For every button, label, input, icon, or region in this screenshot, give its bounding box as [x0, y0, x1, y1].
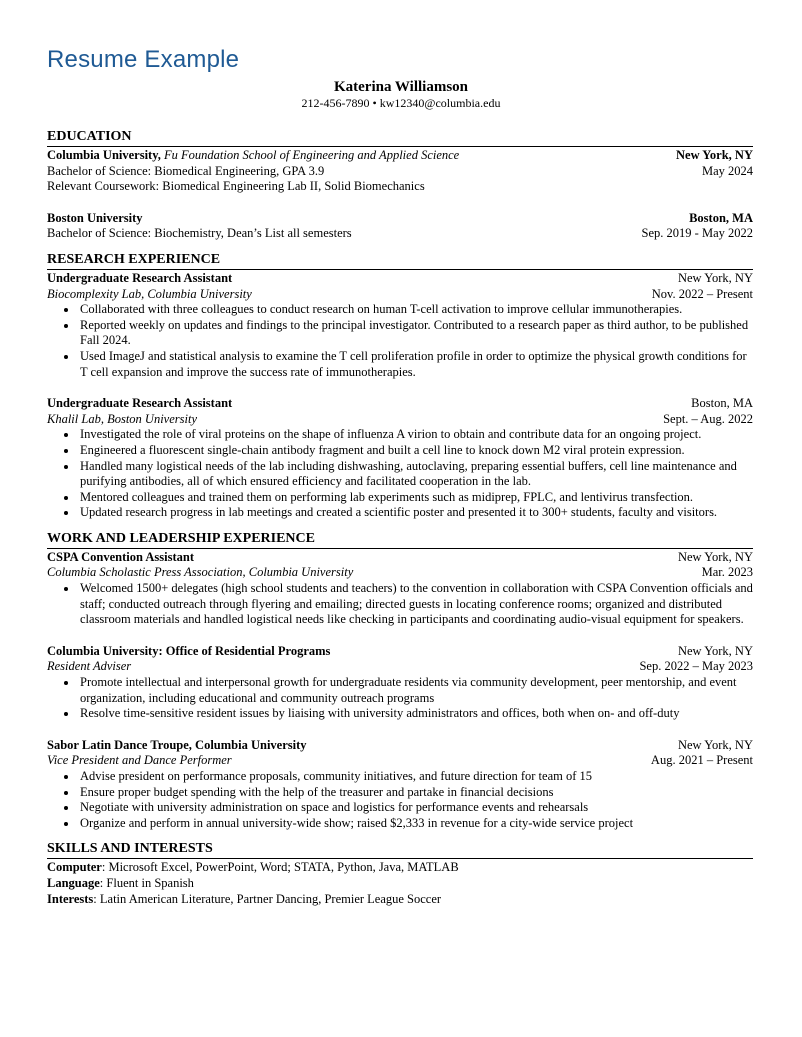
job-date: Nov. 2022 – Present — [651, 286, 753, 301]
job-header — [47, 271, 753, 287]
bullet-item: • Ensure proper budget spending with the help of the treasurer and partake in financial decisions — [78, 785, 753, 801]
job-location: Boston, MA — [691, 396, 753, 411]
job-location: New York, NY — [677, 737, 753, 752]
bullet-item: • Advise president on performance proposals, community initiatives, and future direction for team of 15 — [78, 769, 753, 785]
education-entry-header — [47, 148, 753, 164]
job-entry — [47, 550, 753, 628]
degree: Bachelor of Science: Biochemistry, Dean’s List all semesters — [47, 226, 352, 241]
coursework: Relevant Coursework: Biomedical Engineering Lab II, Solid Biomechanics — [47, 179, 425, 194]
degree-date: Sep. 2019 - May 2022 — [641, 226, 753, 241]
bullet-item: • Engineered a fluorescent single-chain antibody fragment and built a cell line to knock down M2 viral protein expression. — [78, 443, 753, 459]
skills-section — [47, 840, 753, 907]
job-bullets — [47, 581, 753, 628]
skill-line — [47, 876, 753, 892]
contact-info: 212-456-7890 • kw12340@columbia.edu — [301, 96, 501, 110]
job-role: Undergraduate Research Assistant — [47, 270, 233, 285]
bullet-item: • Negotiate with university administration on space and logistics for performance events and rehearsals — [78, 800, 753, 816]
bullet-item: • Investigated the role of viral proteins on the shape of influenza A virion to obtain and contribute data for an ongoing project. — [78, 427, 753, 443]
job-subheader — [47, 659, 753, 675]
job-header — [47, 396, 753, 412]
job-org: Biocomplexity Lab, Columbia University — [47, 286, 252, 301]
education-degree-row — [47, 164, 753, 180]
school-line — [47, 148, 459, 164]
education-degree-row — [47, 226, 753, 242]
skill-label: Interests — [47, 891, 94, 906]
bullet-item: • Handled many logistical needs of the lab including dishwashing, autoclaving, preparing essential buffers, cell line maintenance and purifying antibodies, all of which ensured efficiency and facilitated cooperation in the lab. — [78, 459, 753, 490]
section-title: RESEARCH EXPERIENCE — [47, 251, 753, 270]
bullet-item: • Collaborated with three colleagues to conduct research on human T-cell activation to improve cellular immunotherapies. — [78, 302, 753, 318]
job-entry — [47, 644, 753, 722]
sub-school: Fu Foundation School of Engineering and Applied Science — [164, 148, 460, 162]
degree-date: May 2024 — [701, 163, 753, 178]
skill-value: : Latin American Literature, Partner Dancing, Premier League Soccer — [93, 891, 442, 906]
education-entry-header — [47, 211, 753, 227]
job-date: Sept. – Aug. 2022 — [663, 411, 753, 426]
bullet-item: • Mentored colleagues and trained them on performing lab experiments such as midiprep, FPLC, and lentivirus transfection. — [78, 490, 753, 506]
page-banner-title: Resume Example — [47, 46, 240, 73]
bullet-item: • Promote intellectual and interpersonal growth for undergraduate residents via community development, peer mentorship, and event organization, including educational and community outreach programs — [78, 675, 753, 706]
job-role: Sabor Latin Dance Troupe, Columbia University — [47, 737, 307, 752]
section-title: WORK AND LEADERSHIP EXPERIENCE — [47, 530, 753, 549]
school-location: New York, NY — [676, 148, 753, 162]
job-role: CSPA Convention Assistant — [47, 549, 195, 564]
job-org: Vice President and Dance Performer — [47, 753, 232, 768]
school-name: Boston University — [47, 210, 143, 225]
job-header — [47, 738, 753, 754]
resume-header — [0, 78, 802, 111]
research-section — [47, 251, 753, 521]
degree: Bachelor of Science: Biomedical Engineering, GPA 3.9 — [47, 163, 325, 178]
job-header — [47, 644, 753, 660]
job-org: Resident Adviser — [47, 659, 132, 674]
candidate-name: Katerina Williamson — [333, 79, 469, 95]
job-date: Aug. 2021 – Present — [650, 753, 753, 768]
job-location: New York, NY — [677, 549, 753, 564]
bullet-item: • Reported weekly on updates and findings to the principal investigator. Contributed to a research paper as third author, to be published Fall 2024. — [78, 318, 753, 349]
job-subheader — [47, 287, 753, 303]
bullet-item: • Organize and perform in annual university-wide show; raised $2,333 in revenue for a city-wide service project — [78, 816, 753, 832]
bullet-item: • Welcomed 1500+ delegates (high school students and teachers) to the convention in collaboration with CSPA Convention officials and staff; conducted outreach through flyering and emailing; directed guests in locating conference rooms; organized and distributed classroom materials and handled logistical needs like checking in participants and coordinating audio-visual equipment for speakers. — [78, 581, 753, 628]
job-role: Columbia University: Office of Residential Programs — [47, 643, 331, 658]
job-entry — [47, 271, 753, 380]
school-location: Boston, MA — [689, 210, 753, 225]
skill-line — [47, 892, 753, 908]
bullet-item: • Resolve time-sensitive resident issues by liaising with university administrators and offices, both when on- and off-duty — [78, 706, 753, 722]
job-subheader — [47, 753, 753, 769]
job-bullets — [47, 675, 753, 722]
resume-content — [47, 128, 753, 907]
job-header — [47, 550, 753, 566]
job-role: Undergraduate Research Assistant — [47, 396, 233, 411]
job-org: Khalil Lab, Boston University — [47, 411, 197, 426]
job-entry — [47, 738, 753, 832]
job-subheader — [47, 412, 753, 428]
bullet-item: • Updated research progress in lab meetings and created a scientific poster and presented it to 300+ students, faculty and visitors. — [78, 505, 753, 521]
job-location: New York, NY — [677, 270, 753, 285]
section-title: EDUCATION — [47, 128, 753, 147]
job-date: Mar. 2023 — [701, 565, 753, 580]
skill-value: : Fluent in Spanish — [99, 875, 194, 890]
job-location: New York, NY — [677, 643, 753, 658]
skill-line — [47, 860, 753, 876]
job-bullets — [47, 302, 753, 380]
bullet-item: • Used ImageJ and statistical analysis to examine the T cell proliferation profile in order to optimize the physical growth conditions for T cell expansion and improve the success rate of immunotherapies. — [78, 349, 753, 380]
job-date: Sep. 2022 – May 2023 — [639, 659, 753, 674]
job-subheader — [47, 565, 753, 581]
job-org: Columbia Scholastic Press Association, Columbia University — [47, 565, 354, 580]
job-entry — [47, 396, 753, 521]
education-section — [47, 128, 753, 242]
section-title: SKILLS AND INTERESTS — [47, 840, 753, 859]
skill-label: Computer — [47, 860, 102, 875]
school-name: Columbia University, — [47, 148, 161, 162]
skill-value: : Microsoft Excel, PowerPoint, Word; STATA, Python, Java, MATLAB — [101, 860, 459, 875]
job-bullets — [47, 769, 753, 831]
skill-label: Language — [47, 875, 100, 890]
job-bullets — [47, 427, 753, 521]
work-section — [47, 530, 753, 832]
